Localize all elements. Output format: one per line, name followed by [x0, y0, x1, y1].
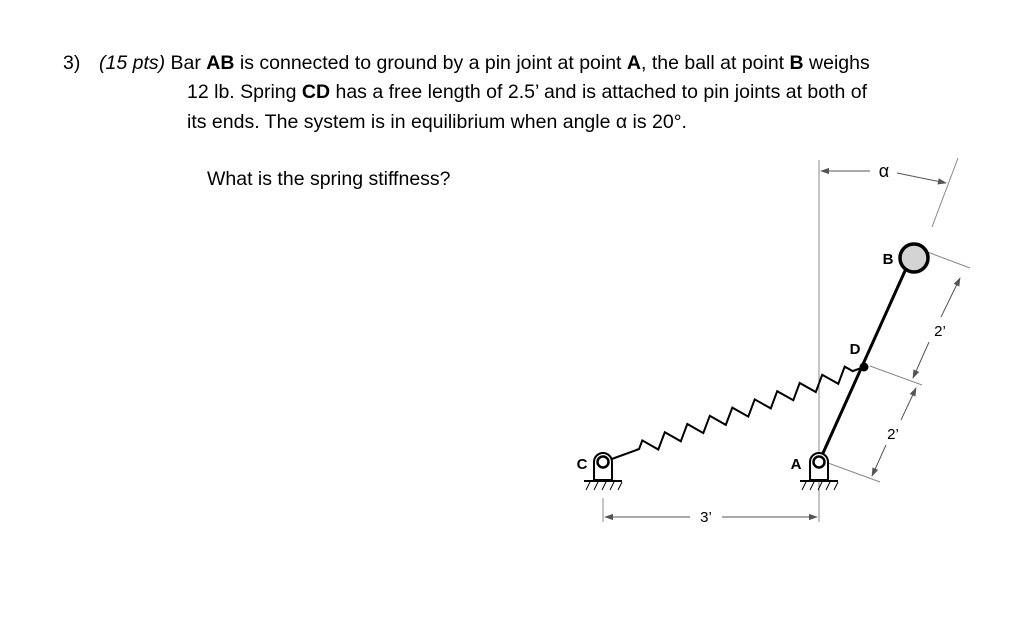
- problem-line-3: its ends. The system is in equilibrium when angle α is 20°.: [187, 111, 687, 133]
- point-b-name: B: [789, 52, 804, 74]
- problem-number: 3): [63, 52, 81, 74]
- point-a-name: A: [626, 52, 641, 74]
- spring-name: CD: [301, 81, 331, 103]
- lower-dim-arrow-bottom: [872, 445, 886, 476]
- text-segment: 12 lb. Spring: [187, 81, 302, 103]
- ball-b: [900, 244, 928, 272]
- alpha-arrow-right: [897, 173, 946, 183]
- text-segment: , the ball at point: [641, 52, 790, 74]
- text-segment: weighs: [803, 52, 870, 74]
- label-d: D: [849, 341, 861, 358]
- upper-segment-label: 2’: [934, 323, 946, 340]
- label-a: A: [790, 456, 802, 473]
- angle-reference-line: [932, 158, 958, 227]
- problem-points: (15 pts): [99, 52, 166, 74]
- upper-dim-arrow-top: [941, 278, 960, 317]
- upper-dim-arrow-bottom: [913, 342, 929, 378]
- span-dimension-label: 3’: [700, 509, 712, 526]
- bar-name: AB: [206, 52, 235, 74]
- label-b: B: [882, 251, 894, 268]
- text-segment: Bar: [165, 52, 207, 74]
- label-c: C: [576, 456, 588, 473]
- lower-dim-arrow-top: [901, 388, 916, 420]
- question-text: What is the spring stiffness?: [207, 168, 451, 190]
- text-segment: is connected to ground by a pin joint at point: [234, 52, 627, 74]
- alpha-label: α: [878, 161, 890, 181]
- pin-support-c: [584, 453, 622, 490]
- dimension-extension-a: [828, 463, 880, 482]
- lower-segment-label: 2’: [887, 426, 899, 443]
- pin-d: [860, 363, 869, 372]
- text-segment: has a free length of 2.5’ and is attached to pin joints at both of: [330, 81, 868, 103]
